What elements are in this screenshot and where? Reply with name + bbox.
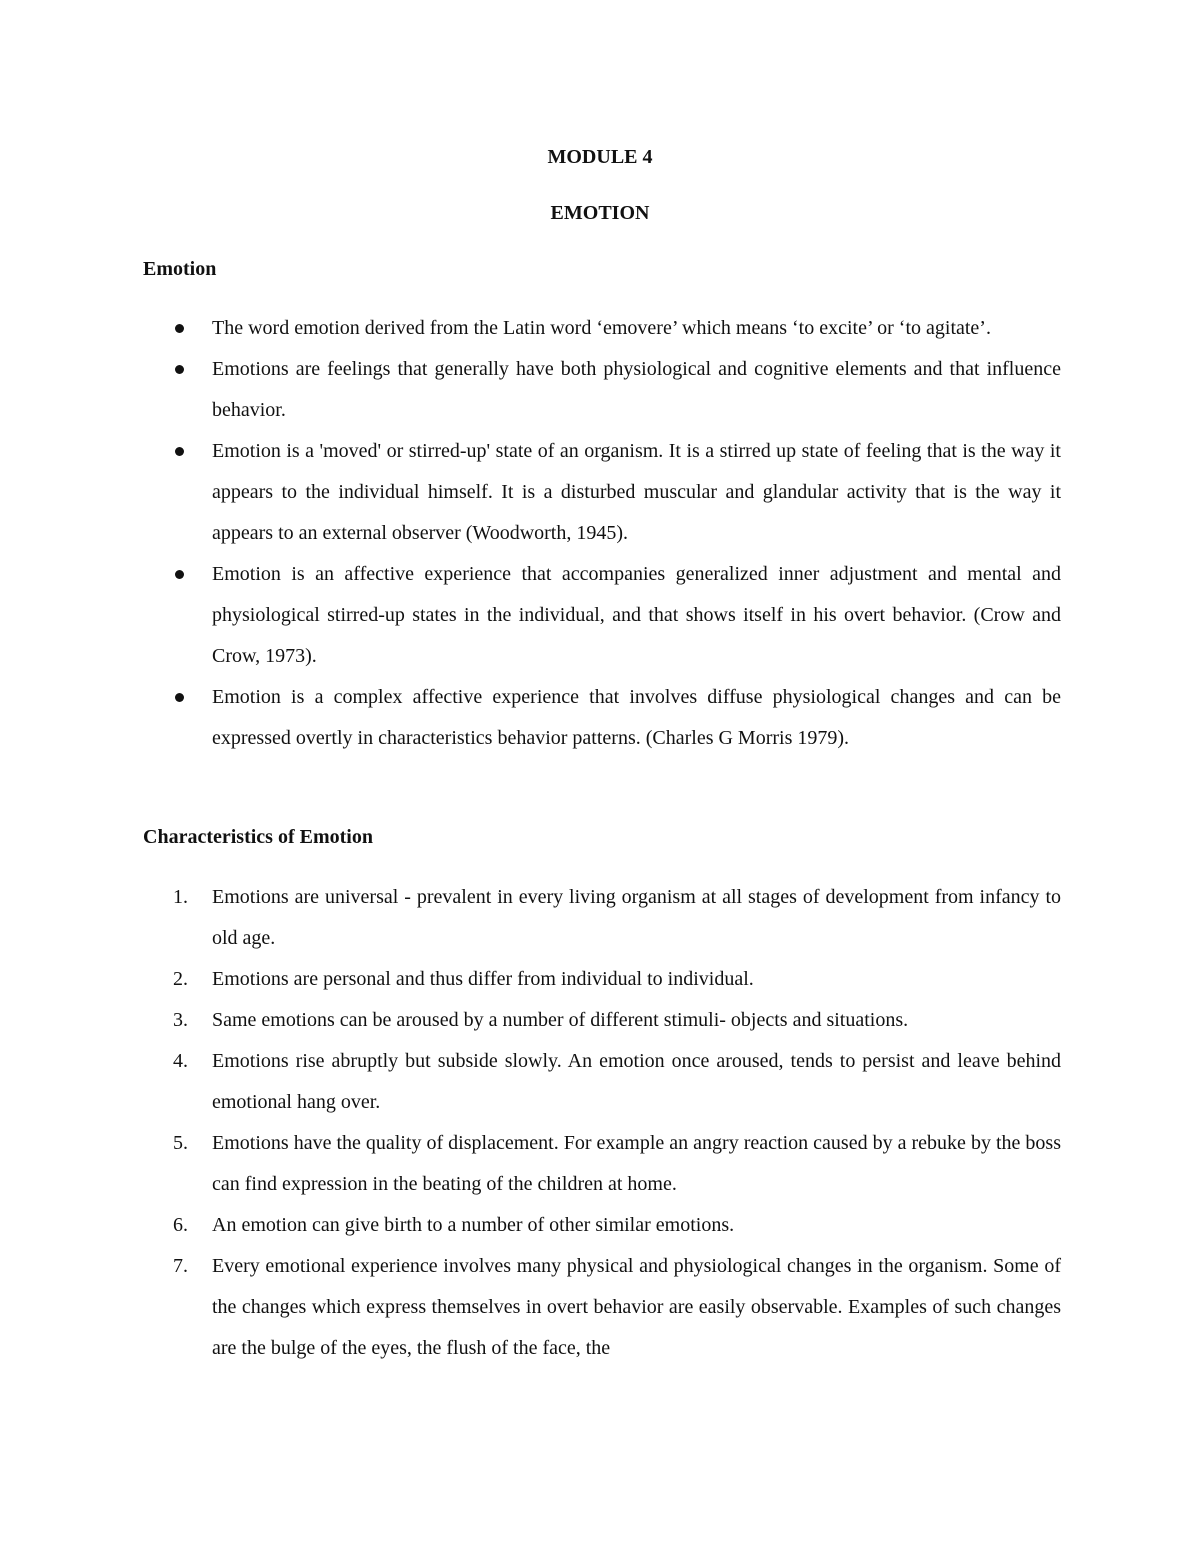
list-item-text: Emotion is a 'moved' or stirred-up' state of an organism. It is a stirred up state of feeling that is the way it appears to the individual himself. It is a disturbed muscular and glandular activity that is the way it appears to an external observer (Woodworth, 1945). — [212, 440, 1061, 544]
list-item — [143, 1041, 1061, 1123]
list-number: 3. — [173, 1009, 188, 1031]
list-number: 4. — [173, 1050, 188, 1072]
characteristics-list — [143, 877, 1061, 1369]
module-title: MODULE 4 — [547, 146, 653, 168]
list-number: 2. — [173, 968, 188, 990]
list-item — [143, 554, 1061, 677]
list-item-text: The word emotion derived from the Latin word ‘emovere’ which means ‘to excite’ or ‘to agitate’. — [212, 317, 991, 339]
list-item — [143, 349, 1061, 431]
list-item-text: Emotions are feelings that generally have both physiological and cognitive elements and that influence behavior. — [212, 358, 1061, 421]
list-item-text: Emotions are personal and thus differ from individual to individual. — [212, 968, 754, 990]
emotion-definitions-list — [143, 308, 1061, 759]
list-item — [143, 308, 1061, 349]
list-item-text: Emotions are universal - prevalent in every living organism at all stages of development from infancy to old age. — [212, 886, 1061, 949]
chapter-title: EMOTION — [550, 202, 650, 224]
bullet-icon — [175, 365, 184, 374]
list-item-text: An emotion can give birth to a number of other similar emotions. — [212, 1214, 735, 1236]
list-item-text: Emotion is an affective experience that accompanies generalized inner adjustment and mental and physiological stirred-up states in the individual, and that shows itself in his overt behavior. (Crow and Crow, 1973). — [212, 563, 1061, 667]
list-item — [143, 1246, 1061, 1369]
list-number: 7. — [173, 1255, 188, 1277]
bullet-icon — [175, 447, 184, 456]
list-number: 1. — [173, 886, 188, 908]
section-heading-characteristics: Characteristics of Emotion — [143, 826, 373, 848]
list-item — [143, 1205, 1061, 1246]
bullet-icon — [175, 570, 184, 579]
list-item — [143, 877, 1061, 959]
section-heading-emotion: Emotion — [143, 258, 217, 280]
list-item — [143, 431, 1061, 554]
list-item-text: Same emotions can be aroused by a number of different stimuli- objects and situations. — [212, 1009, 909, 1031]
bullet-icon — [175, 324, 184, 333]
list-number: 6. — [173, 1214, 188, 1236]
list-item-text: Emotion is a complex affective experience that involves diffuse physiological changes and can be expressed overtly in characteristics behavior patterns. (Charles G Morris 1979). — [212, 686, 1061, 749]
list-item — [143, 959, 1061, 1000]
list-item — [143, 1000, 1061, 1041]
list-item — [143, 677, 1061, 759]
list-item-text: Emotions rise abruptly but subside slowly. An emotion once aroused, tends to persist and leave behind emotional hang over. — [212, 1050, 1061, 1113]
bullet-icon — [175, 693, 184, 702]
list-item — [143, 1123, 1061, 1205]
list-item-text: Emotions have the quality of displacement. For example an angry reaction caused by a rebuke by the boss can find expression in the beating of the children at home. — [212, 1132, 1061, 1195]
list-number: 5. — [173, 1132, 188, 1154]
list-item-text: Every emotional experience involves many physical and physiological changes in the organism. Some of the changes which express themselves in overt behavior are easily observable. Examples of such changes are the bulge of the eyes, the flush of the face, the — [212, 1255, 1061, 1359]
